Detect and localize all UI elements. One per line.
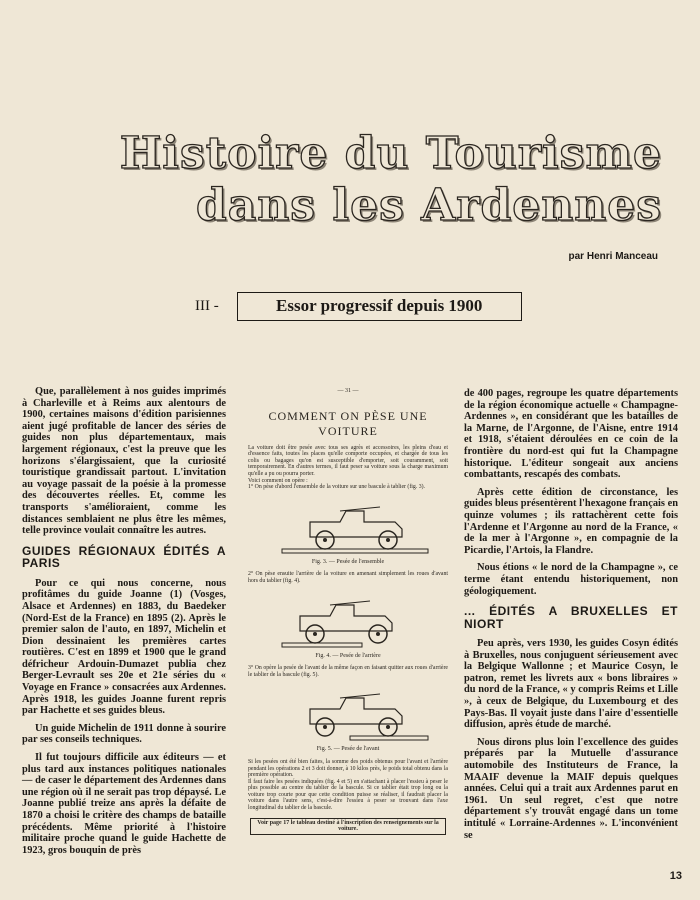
paragraph: Nous dirons plus loin l'excellence des guides préparés par la Mutuelle d'assurance automobile des Instituteurs de France, la MAAIF devenue la MAIF depuis quelques années. Celui qui a trait aux Ardennes parut en 1961. Un seul regret, c'est que notre département s'y trouvât engagé dans un tome intitulé « Lorraine-Ardennes ». L'inconvénient se (464, 736, 678, 841)
paragraph: Il fut toujours difficile aux éditeurs — et plus tard aux instances politiques nationales — de caser le département des Ardennes dans une région où il ne serait pas trop dépaysé. Le Joanne publié treize ans après la défaite de 1870 a choisi le critère des champs de bataille précédents. Même priorité à l'histoire militaire proche quand le guide Hachette de 1923, gros bouquin de près (22, 752, 226, 856)
insert-intro (248, 445, 448, 491)
subheading: ... ÉDITÉS A BRUXELLES ET NIORT (464, 604, 678, 631)
car-figure-4 (278, 591, 432, 651)
insert-text: 2° On pèse ensuite l'arrière de la voiture en amenant simplement les roues d'avant hors du tablier (fig. 4). (248, 571, 448, 584)
author-byline: par Henri Manceau (568, 251, 658, 262)
car-figure-3 (278, 497, 432, 557)
car-illustration (278, 497, 432, 557)
weighing-insert (244, 388, 452, 840)
car-illustration (278, 684, 432, 744)
insert-page-number: — 31 — (337, 388, 359, 394)
insert-text: 1° On pèse d'abord l'ensemble de la voiture sur une bascule à tablier (fig. 3). (248, 484, 425, 491)
left-column (22, 386, 226, 862)
insert-text: Voici comment on opère : (248, 477, 308, 484)
title-line-2: dans les Ardennes (196, 180, 662, 231)
car-figure-5 (278, 684, 432, 744)
title-line-1: Histoire du Tourisme (119, 128, 662, 179)
figure-caption: Fig. 3. — Pesée de l'ensemble (311, 558, 385, 565)
subheading: GUIDES RÉGIONAUX ÉDITÉS A PARIS (22, 543, 226, 571)
paragraph: de 400 pages, regroupe les quatre départements de la région économique actuelle « Champagne-Ardennes », en considérant que les batailles de la Marne, de l'Argonne, de l'Aisne, entre 1914 et 1918, s'étaient déroulées en ce coin de la frontière du nord-est qui fut la Champagne historique. L'éditeur songeait aux anciens combattants, rescapés des combats. (464, 388, 678, 481)
paragraph: Un guide Michelin de 1911 donne à sourire par ses conseils techniques. (22, 722, 226, 746)
insert-text: La voiture doit être pesée avec tous ses agrès et accessoires, les pleins d'eau et d'essence faits, toutes les places qu'elle comporte occupées, et chargée de tous les colis ou bagages qu'on est susceptible d'emporter, soit couramment, soit temporairement. En d'autres termes, il faut peser sa voiture sous la charge maximum qu'elle a pu ou pourra porter. (248, 444, 448, 477)
paragraph: Après cette édition de circonstance, les guides bleus présentèrent l'hexagone français en quinze volumes ; ils rattachèrent cette fois l'Ardenne et l'Argonne au nord de la France, « de la mer à l'Argonne », en compagnie de la Picardie, l'Artois, la Flandre. (464, 486, 678, 556)
article-title (120, 128, 662, 232)
paragraph: Pour ce qui nous concerne, nous profitâmes du guide Joanne (1) (Vosges, Alsace et Ardennes) en 1883, du Baedeker (Nord-Est de la France) en 1895 (2). Après le premier salon de l'auto, en 1897, Michelin et Dion dessinaient les premières cartes routières. C'est en 1899 et 1900 que le grand défricheur Ardouin-Dumazet publia chez Berger-Levrault ses 20e et 21e séries du « Voyage en France » consacrées aux Ardennes. Après 1918, les guides Joanne furent repris par Hachette et ses guides bleus. (22, 577, 226, 717)
paragraph: Peu après, vers 1930, les guides Cosyn édités à Bruxelles, nous conjuguent sérieusement avec la Belgique Wallonne ; et Maurice Cosyn, le patron, remet les livrets aux « bons libraires » du nord de la France, « y compris Reims et Lille », à ceux de Belgique, du Luxembourg et des Pays-Bas. Il voyait juste dans l'aire d'essentielle diffusion, après étude de marché. (464, 638, 678, 731)
figure-caption: Fig. 5. — Pesée de l'avant (316, 746, 380, 753)
insert-outro (248, 759, 448, 812)
figure-caption: Fig. 4. — Pesée de l'arrière (315, 652, 381, 659)
section-number: III - (195, 298, 219, 314)
car-illustration (278, 591, 432, 651)
insert-title: COMMENT ON PÈSE UNE VOITURE (268, 408, 428, 438)
paragraph: Nous étions « le nord de la Champagne », ce terme étant entendu historiquement, non géologiquement. (464, 562, 678, 597)
insert-text: 3° On opère la pesée de l'avant de la même façon en faisant quitter aux roues d'arrière le tablier de la bascule (fig. 5). (248, 665, 448, 678)
page-number: 13 (669, 870, 682, 882)
insert-text: Si les pesées ont été bien faites, la somme des poids obtenus pour l'avant et l'arrière pendant les opérations 2 et 3 doit donner, à 10 kilos près, le poids total obtenu dans la première opération. (248, 758, 448, 779)
right-column (464, 388, 678, 847)
paragraph: Que, parallèlement à nos guides imprimés à Charleville et à Reims aux alentours de 1900, certaines maisons d'édition parisiennes aient jugé profitable de lancer des séries de guides non plus départementaux, mais largement régionaux, c'est la preuve que les horizons s'élargissaient, que la curiosité touristique grandissait partout. L'invitation au voyage passait de la poésie à la promesse des découvertes réelles. Et, comme les transports s'amélioraient, comme les distances semblaient ne plus être les mêmes, telle province voulait connaître les autres. (22, 386, 226, 537)
insert-text: Il faut faire les pesées indiquées (fig. 4 et 5) en s'attachant à placer l'essieu à peser le plus possible au centre du tablier de la bascule. Si ce tablier était trop long ou la voiture trop courte pour que cette condition puisse se réaliser, il faudrait placer la voiture dans l'autre sens, c'est-à-dire l'essieu à peser se trouvant dans l'axe longitudinal du tablier de la bascule. (248, 778, 448, 812)
section-header (195, 292, 522, 321)
insert-note: Voir page 17 le tableau destiné à l'inscription des renseignements sur la voiture. (250, 818, 446, 835)
section-title: Essor progressif depuis 1900 (237, 292, 522, 321)
